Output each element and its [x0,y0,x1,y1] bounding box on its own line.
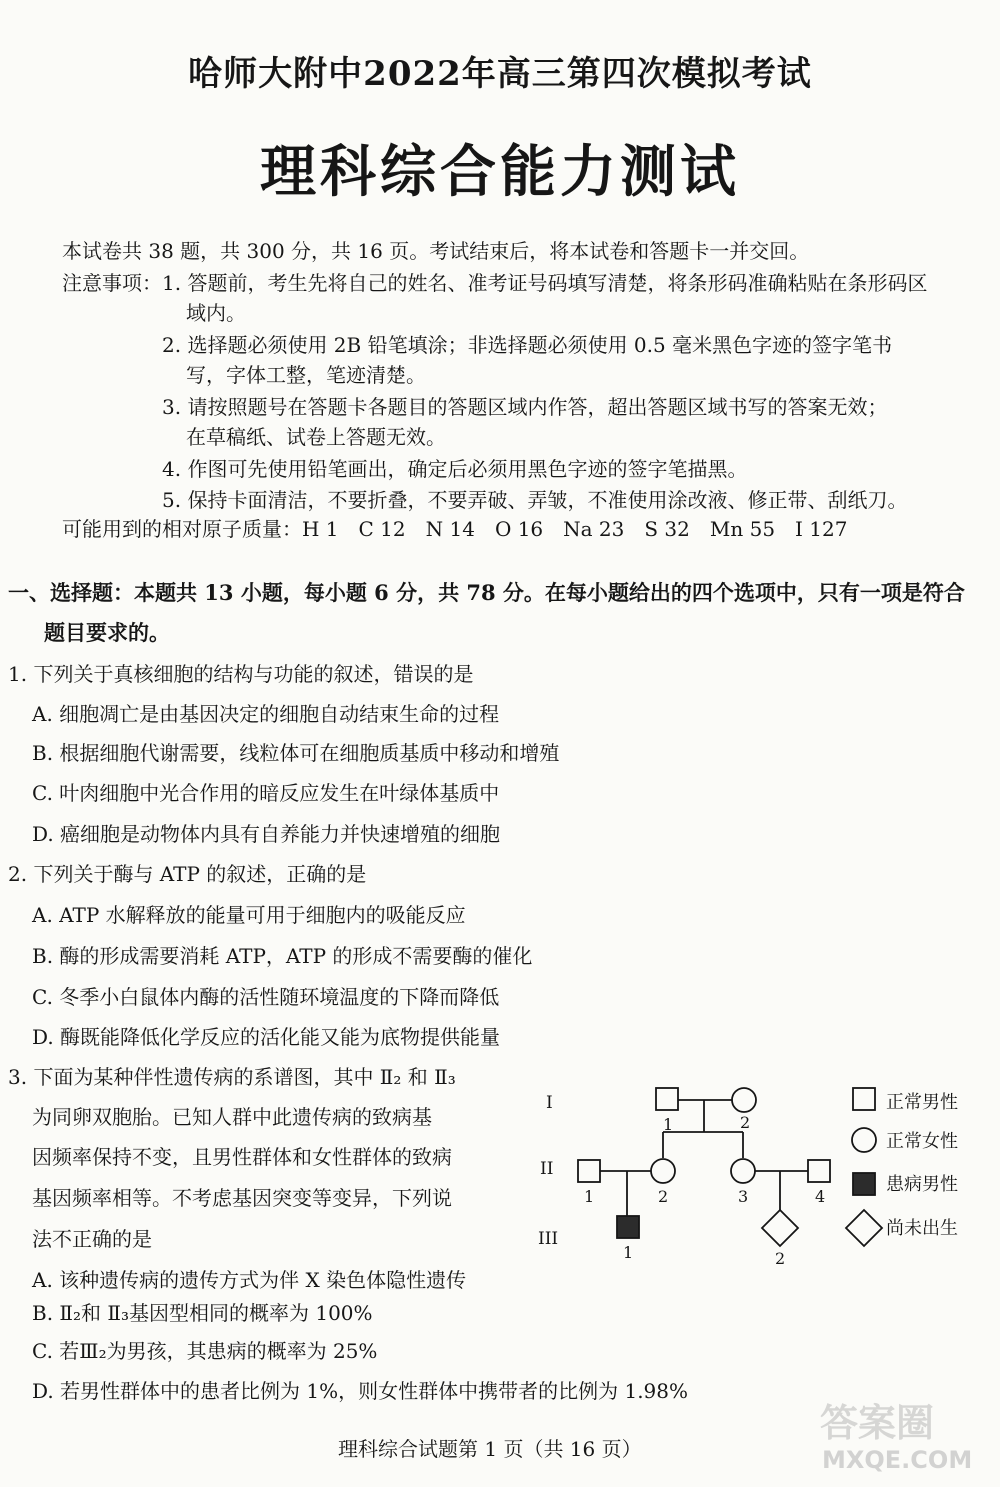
legend-affected-male-icon [853,1173,875,1195]
pedigree-i2-female [732,1088,756,1112]
atomic-mass-line: 可能用到的相对原子质量：H 1 C 12 N 14 O 16 Na 23 S 32 Mn 55 I 127 [62,517,848,541]
pedigree-ii4-male [808,1160,830,1182]
note-4: 4. 作图可先使用铅笔画出，确定后必须用黑色字迹的签字笔描黑。 [162,457,748,481]
q1-option-c: C. 叶肉细胞中光合作用的暗反应发生在叶绿体基质中 [32,781,500,805]
q2-option-b: B. 酶的形成需要消耗 ATP，ATP 的形成不需要酶的催化 [32,944,533,968]
exam-title: 哈师大附中2022年高三第四次模拟考试 [188,54,812,94]
note-3-line1: 3. 请按照题号在答题卡各题目的答题区域内作答，超出答题区域书写的答案无效； [162,395,888,419]
pedigree-i1-male [656,1088,678,1110]
question-3-stem-line5: 法不正确的是 [32,1227,152,1251]
question-3-stem-line3: 因频率保持不变，且男性群体和女性群体的致病 [32,1145,452,1169]
legend-normal-male-icon [853,1088,875,1110]
watermark-url: MXQE.COM [822,1446,973,1474]
legend-unborn-icon [846,1210,882,1246]
q1-option-b: B. 根据细胞代谢需要，线粒体可在细胞质基质中移动和增殖 [32,741,560,765]
q2-option-a: A. ATP 水解释放的能量可用于细胞内的吸能反应 [32,903,466,927]
legend-unborn: 尚未出生 [886,1218,958,1239]
label-ii4: 4 [815,1187,826,1206]
note-1-line2: 域内。 [186,301,246,325]
label-ii2: 2 [658,1187,669,1206]
question-3-stem-line4: 基因频率相等。不考虑基因突变等变异，下列说 [32,1186,452,1210]
label-ii3: 3 [738,1187,749,1206]
q1-option-a: A. 细胞凋亡是由基因决定的细胞自动结束生命的过程 [32,702,500,726]
note-5: 5. 保持卡面清洁，不要折叠，不要弄破、弄皱，不准使用涂改液、修正带、刮纸刀。 [162,488,908,512]
q2-option-c: C. 冬季小白鼠体内酶的活性随环境温度的下降而降低 [32,985,500,1009]
note-2-line1: 2. 选择题必须使用 2B 铅笔填涂；非选择题必须使用 0.5 毫米黑色字迹的签字笔书 [162,333,893,357]
legend-normal-female-icon [852,1128,876,1152]
pedigree-ii2-female [651,1159,675,1183]
watermark-logo: 答案圈 [820,1401,935,1445]
q1-option-d: D. 癌细胞是动物体内具有自养能力并快速增殖的细胞 [32,822,501,846]
question-3-stem-line1: 3. 下面为某种伴性遗传病的系谱图，其中 Ⅱ₂ 和 Ⅱ₃ [8,1065,456,1089]
label-iii2: 2 [775,1249,786,1268]
label-ii1: 1 [584,1187,595,1206]
legend-affected-male: 患病男性 [886,1174,958,1195]
label-i1: 1 [663,1115,674,1134]
section-heading: 一、选择题：本题共 13 小题，每小题 6 分，共 78 分。在每小题给出的四个选项中，只有一项是符合 [8,580,965,605]
note-2-line2: 写，字体工整，笔迹清楚。 [186,363,426,387]
q3-option-b: B. Ⅱ₂和 Ⅱ₃基因型相同的概率为 100% [32,1301,373,1325]
q3-option-c: C. 若Ⅲ₂为男孩，其患病的概率为 25% [32,1339,378,1363]
generation-label-ii: II [540,1159,554,1179]
q3-option-a: A. 该种遗传病的遗传方式为伴 X 染色体隐性遗传 [32,1268,467,1292]
question-2-stem: 2. 下列关于酶与 ATP 的叙述，正确的是 [8,862,367,886]
label-i2: 2 [740,1113,751,1132]
pedigree-ii1-male [578,1160,600,1182]
subject-title: 理科综合能力测试 [260,139,740,205]
pedigree-ii3-female [731,1159,755,1183]
page-footer: 理科综合试题第 1 页（共 16 页） [338,1437,642,1461]
pedigree-chart [530,1080,990,1270]
note-3-line2: 在草稿纸、试卷上答题无效。 [186,425,446,449]
section-heading-cont: 题目要求的。 [44,620,170,645]
question-3-stem-line2: 为同卵双胞胎。已知人群中此遗传病的致病基 [32,1105,432,1129]
notes-label: 注意事项： [62,271,162,295]
generation-label-iii: III [538,1229,559,1249]
generation-label-i: I [546,1093,553,1113]
q3-option-d: D. 若男性群体中的患者比例为 1%，则女性群体中携带者的比例为 1.98% [32,1379,689,1403]
intro-line: 本试卷共 38 题，共 300 分，共 16 页。考试结束后，将本试卷和答题卡一并交回。 [62,239,810,263]
note-1-line1: 1. 答题前，考生先将自己的姓名、准考证号码填写清楚，将条形码准确粘贴在条形码区 [162,271,928,295]
pedigree-iii1-affected-male [617,1216,639,1238]
question-1-stem: 1. 下列关于真核细胞的结构与功能的叙述，错误的是 [8,662,474,686]
q2-option-d: D. 酶既能降低化学反应的活化能又能为底物提供能量 [32,1025,501,1049]
legend-normal-male: 正常男性 [886,1092,958,1113]
legend-normal-female: 正常女性 [886,1131,958,1152]
label-iii1: 1 [623,1243,634,1262]
pedigree-iii2-unborn [762,1210,798,1246]
